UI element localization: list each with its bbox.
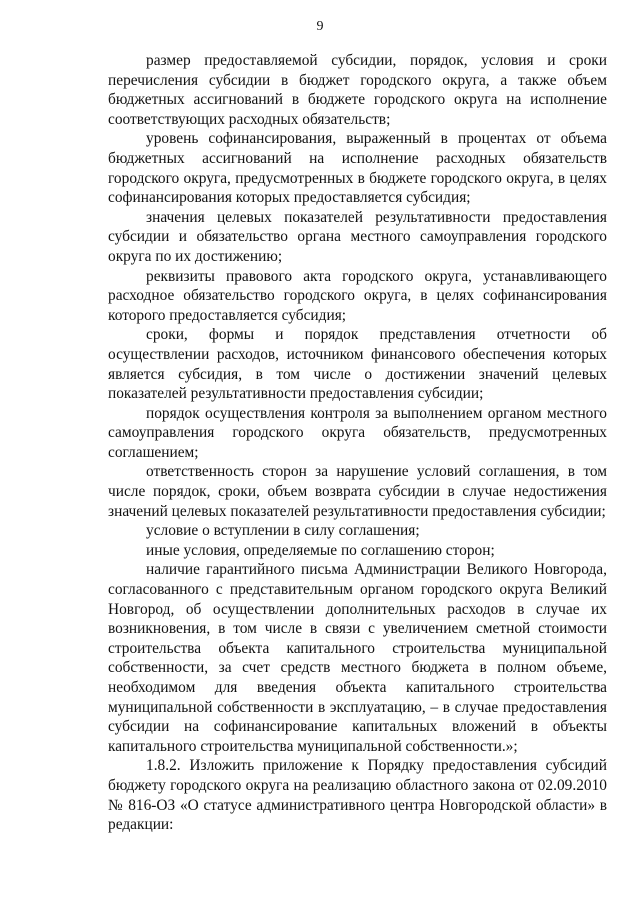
paragraph-subsidy-amount-and-terms: размер предоставляемой субсидии, порядок, условия и сроки перечисления субсидии в бюджет городского округа, а также объем бюджетных ассигнований в бюджете городского округа на исполнение соответствующих расходных обязательств; [108, 52, 607, 128]
document-body [108, 51, 607, 835]
paragraph-cofinancing-level: уровень софинансирования, выраженный в процентах от объема бюджетных ассигнований на исполнение расходных обязательств городского округа, предусмотренных в бюджете городского округа, в целях софинансирования которых предоставляется субсидия; [108, 130, 607, 207]
paragraph-parties-liability: ответственность сторон за нарушение условий соглашения, в том числе порядок, сроки, объем возврата субсидии в случае недостижения значений целевых показателей результативности предоставления субсидии; [108, 463, 607, 520]
page-number: 9 [316, 19, 324, 34]
paragraph-target-indicators: значения целевых показателей результативности предоставления субсидии и обязательство органа местного самоуправления городского округа по их достижению; [108, 208, 607, 265]
paragraph-clause-1-8-2: 1.8.2. Изложить приложение к Порядку предоставления субсидий бюджету городского округа на реализацию областного закона от 02.09.2010 № 816-ОЗ «О статусе административного центра Новгородской области» в редакции: [108, 757, 607, 834]
paragraph-entry-into-force: условие о вступлении в силу соглашения; [146, 522, 420, 540]
paragraph-legal-act-details: реквизиты правового акта городского округа, устанавливающего расходное обязательство городского округа, в целях софинансирования которого предоставляется субсидия; [108, 267, 607, 324]
paragraph-other-conditions: иные условия, определяемые по соглашению сторон; [146, 541, 495, 559]
paragraph-guarantee-letter: наличие гарантийного письма Администрации Великого Новгорода, согласованного с представительным органом городского округа Великий Новгород, об осуществлении дополнительных расходов в случае их возникновения, в том числе в связи с увеличением сметной стоимости строительства объекта капитального строительства муниципальной собственности, за счет средств местного бюджета в полном объеме, необходимом для введения объекта капитального строительства муниципальной собственности в эксплуатацию, – в случае предоставления субсидии на софинансирование капитальных вложений в объекты капитального строительства муниципальной собственности.»; [108, 561, 607, 755]
paragraph-reporting-terms: сроки, формы и порядок представления отчетности об осуществлении расходов, источником финансового обеспечения которых является субсидия, в том числе о достижении значений целевых показателей результативности предоставления субсидии; [108, 326, 607, 403]
paragraph-control-procedure: порядок осуществления контроля за выполнением органом местного самоуправления городского округа обязательств, предусмотренных соглашением; [108, 404, 607, 461]
